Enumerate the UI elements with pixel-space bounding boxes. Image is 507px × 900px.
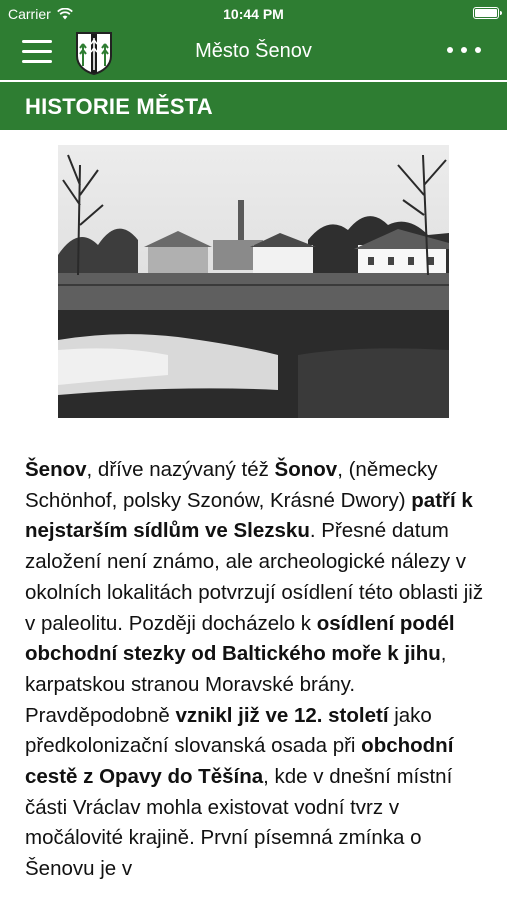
more-dots-icon[interactable] — [447, 43, 481, 57]
page-title: Město Šenov — [195, 40, 312, 62]
status-bar — [0, 0, 507, 28]
historic-town-photo — [58, 145, 449, 418]
carrier-label: Carrier — [8, 6, 51, 22]
article-text: , kde v dnešní místní části Vráclav mohla existovat vodní tvrz v močálovité krajině. První písemná zmínka o Šenovu je v — [25, 765, 453, 881]
article-bold-text: Šenov — [25, 458, 87, 481]
article-text: , karpatskou stranou Moravské brány. Pravděpodobně — [25, 642, 447, 727]
section-header — [0, 82, 507, 130]
article-text: , (německy Schönhof, polsky Szonów, Krásné Dwory) — [25, 458, 438, 512]
article-bold-text: vznikl již ve 12. století — [175, 703, 389, 727]
clock: 10:44 PM — [223, 6, 284, 22]
article-bold-text: patří k nejstarším sídlům ve Slezsku — [25, 488, 473, 543]
battery-icon — [473, 7, 499, 19]
history-article-text — [25, 455, 487, 885]
article-bold-text: osídlení podél obchodní stezky od Baltického moře k jihu — [25, 611, 455, 666]
navigation-bar — [0, 28, 507, 78]
article-text: . Přesné datum založení není známo, ale archeologické nálezy v okolních lokalitách potvrzují osídlení této oblasti již v paleolitu. Později docházelo k — [25, 519, 484, 635]
article-bold-text: obchodní cestě z Opavy do Těšína — [25, 734, 454, 789]
article-text: jako předkolonizační slovanská osada při — [25, 703, 432, 758]
article-text: , dříve nazývaný též — [86, 458, 275, 481]
historic-photo-illustration — [58, 145, 449, 418]
section-title: HISTORIE MĚSTA — [25, 94, 213, 119]
article-bold-text: Šonov — [274, 458, 338, 481]
app-header — [0, 0, 507, 80]
